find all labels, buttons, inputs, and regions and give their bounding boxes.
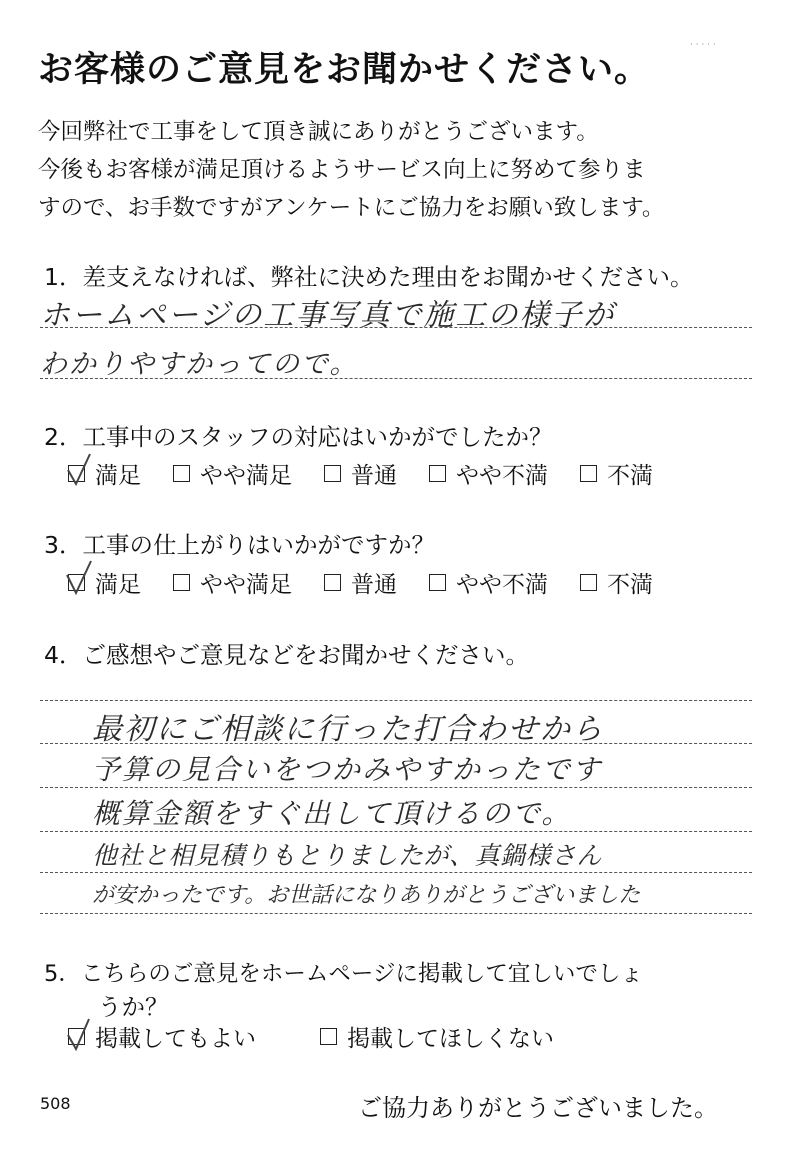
q3-option-label: 満足 bbox=[95, 572, 141, 598]
q3-checkbox-somewhat-dissatisfied[interactable] bbox=[429, 574, 446, 591]
check-mark-icon bbox=[65, 452, 93, 488]
q4-handwritten-answer-line-1: 最初にご相談に行った打合わせから bbox=[92, 712, 604, 747]
q2-option-label: やや満足 bbox=[200, 463, 292, 489]
q3-option-label: 普通 bbox=[351, 572, 397, 598]
intro-line-3: すので、お手数ですがアンケートにご協力をお願い致します。 bbox=[38, 195, 665, 221]
q4-answer-rule-1 bbox=[40, 700, 752, 701]
q2-option-dissatisfied[interactable] bbox=[580, 457, 653, 490]
check-mark-icon bbox=[65, 561, 93, 597]
page-number: 508 bbox=[40, 1094, 71, 1113]
q1-answer-rule-2 bbox=[40, 378, 752, 379]
scan-edge-mark: · · · · · bbox=[690, 40, 716, 50]
q4-handwritten-answer-line-2: 予算の見合いをつかみやすかったです bbox=[92, 753, 603, 786]
q1-handwritten-answer-line-2: わかりやすかってので。 bbox=[40, 349, 359, 380]
question-2-label: 2．工事中のスタッフの対応はいかがでしたか？ bbox=[44, 423, 553, 451]
q3-option-somewhat-dissatisfied[interactable] bbox=[429, 566, 548, 599]
q1-answer-rule-1 bbox=[40, 327, 752, 328]
q4-answer-rule-4 bbox=[40, 831, 752, 832]
q4-handwritten-answer-line-4: 他社と相見積りもとりましたが、真鍋様さん bbox=[92, 841, 603, 870]
q2-checkbox-somewhat-dissatisfied[interactable] bbox=[429, 465, 446, 482]
q2-options bbox=[68, 457, 653, 490]
q5-option-label: 掲載してもよい bbox=[95, 1026, 256, 1052]
question-5-label-line-2: うか？ bbox=[98, 993, 169, 1021]
q4-answer-rule-2 bbox=[40, 743, 752, 744]
q3-option-dissatisfied[interactable] bbox=[580, 566, 653, 599]
q2-option-label: 普通 bbox=[351, 463, 397, 489]
q5-option-allow[interactable] bbox=[68, 1020, 256, 1053]
q2-option-label: 不満 bbox=[607, 463, 653, 489]
q2-option-somewhat-satisfied[interactable] bbox=[173, 457, 292, 490]
q5-options bbox=[68, 1020, 554, 1053]
q2-checkbox-somewhat-satisfied[interactable] bbox=[173, 465, 190, 482]
q3-option-satisfied[interactable] bbox=[68, 566, 141, 599]
q2-option-neutral[interactable] bbox=[324, 457, 397, 490]
check-mark-icon bbox=[65, 1015, 93, 1051]
question-1-label: 1．差支えなければ、弊社に決めた理由をお聞かせください。 bbox=[44, 263, 694, 291]
q2-option-label: 満足 bbox=[95, 463, 141, 489]
question-5-label-line-1: 5．こちらのご意見をホームページに掲載して宜しいでしょ bbox=[44, 961, 643, 987]
q5-option-label: 掲載してほしくない bbox=[347, 1026, 554, 1052]
q4-answer-rule-5 bbox=[40, 872, 752, 873]
q3-option-label: やや満足 bbox=[200, 572, 292, 598]
q3-option-label: やや不満 bbox=[456, 572, 548, 598]
survey-title: お客様のご意見をお聞かせください。 bbox=[38, 50, 651, 90]
q1-handwritten-answer-line-1: ホームページの工事写真で施工の様子が bbox=[40, 298, 616, 333]
intro-line-2: 今後もお客様が満足頂けるようサービス向上に努めて参りま bbox=[38, 157, 646, 183]
q4-handwritten-answer-line-3: 概算金額をすぐ出して頂けるので。 bbox=[92, 797, 572, 830]
q3-option-neutral[interactable] bbox=[324, 566, 397, 599]
q2-checkbox-neutral[interactable] bbox=[324, 465, 341, 482]
intro-line-1: 今回弊社で工事をして頂き誠にありがとうございます。 bbox=[38, 119, 599, 145]
q3-option-somewhat-satisfied[interactable] bbox=[173, 566, 292, 599]
q5-checkbox-deny[interactable] bbox=[320, 1028, 337, 1045]
q2-option-somewhat-dissatisfied[interactable] bbox=[429, 457, 548, 490]
q4-answer-rule-3 bbox=[40, 787, 752, 788]
question-4-label: 4．ご感想やご意見などをお聞かせください。 bbox=[44, 641, 529, 669]
q3-checkbox-dissatisfied[interactable] bbox=[580, 574, 597, 591]
q4-handwritten-answer-line-5: が安かったです。お世話になりありがとうございました bbox=[92, 883, 641, 908]
q3-checkbox-satisfied[interactable] bbox=[68, 574, 85, 591]
closing-thanks: ご協力ありがとうございました。 bbox=[358, 1094, 718, 1122]
q3-checkbox-neutral[interactable] bbox=[324, 574, 341, 591]
q3-options bbox=[68, 566, 653, 599]
q2-option-label: やや不満 bbox=[456, 463, 548, 489]
q5-option-deny[interactable] bbox=[320, 1020, 554, 1053]
question-3-label: 3．工事の仕上がりはいかがですか？ bbox=[44, 531, 435, 559]
q2-checkbox-dissatisfied[interactable] bbox=[580, 465, 597, 482]
q5-checkbox-allow[interactable] bbox=[68, 1028, 85, 1045]
q2-option-satisfied[interactable] bbox=[68, 457, 141, 490]
q3-option-label: 不満 bbox=[607, 572, 653, 598]
q4-answer-rule-6 bbox=[40, 913, 752, 914]
q3-checkbox-somewhat-satisfied[interactable] bbox=[173, 574, 190, 591]
q2-checkbox-satisfied[interactable] bbox=[68, 465, 85, 482]
